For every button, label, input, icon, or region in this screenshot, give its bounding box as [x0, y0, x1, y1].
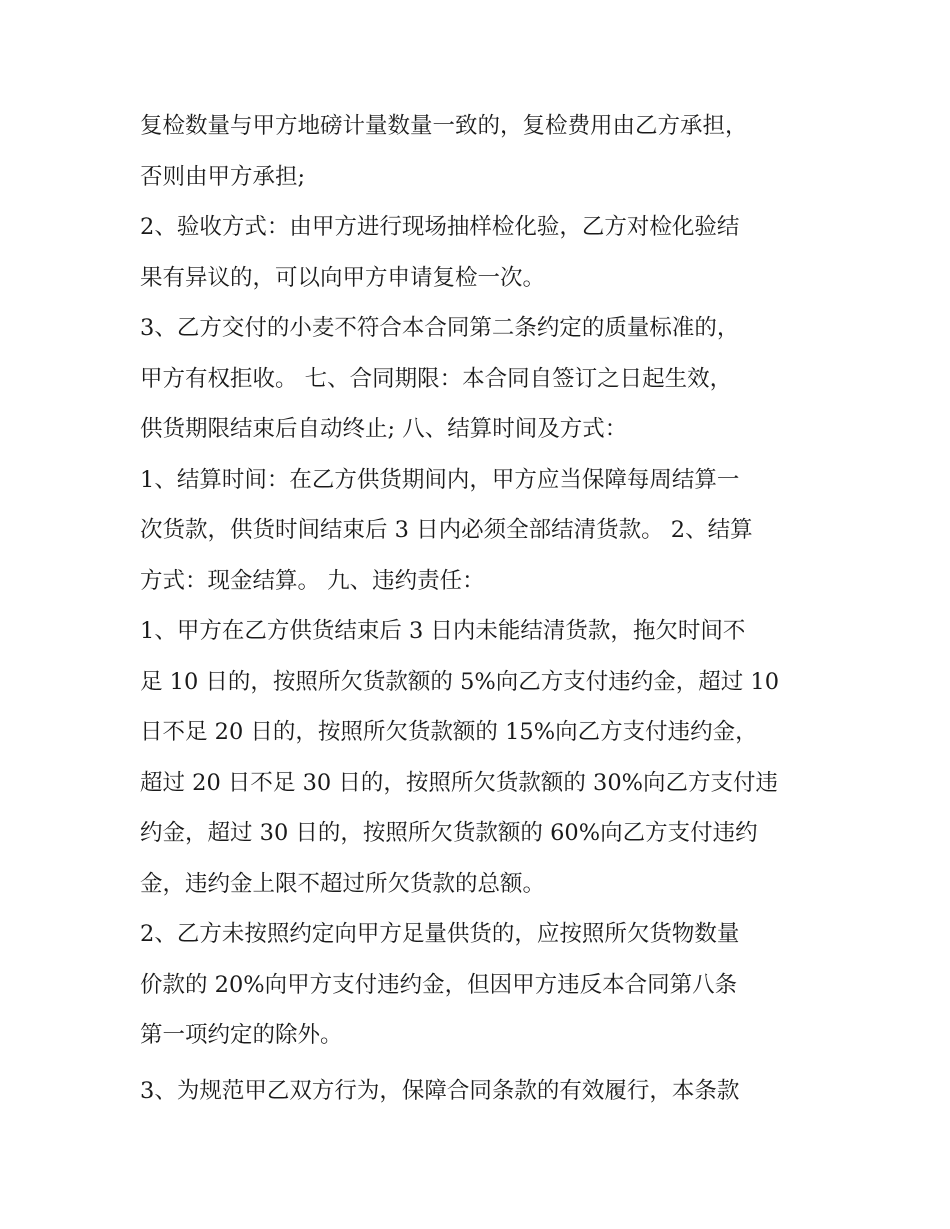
document-body — [140, 101, 815, 1116]
paragraph-recheck-cost — [140, 101, 815, 202]
text-line: 价款的 20%向甲方支付违约金，但因甲方违反本合同第八条 — [140, 971, 738, 998]
text-line: 2、乙方未按照约定向甲方足量供货的，应按照所欠货物数量 — [140, 921, 740, 947]
paragraph-party-b-breach — [140, 909, 815, 1061]
text-line: 超过 20 日不足 30 日的，按照所欠货款额的 30%向乙方支付违 — [140, 769, 779, 796]
text-line: 次货款，供货时间结束后 3 日内必须全部结清货款。 2、结算 — [140, 517, 753, 543]
text-line: 复检数量与甲方地磅计量数量一致的，复检费用由乙方承担， — [140, 113, 748, 139]
text-line: 否则由甲方承担; — [140, 163, 306, 190]
paragraph-party-a-breach — [140, 606, 815, 909]
paragraph-acceptance-method — [140, 202, 815, 303]
text-line: 第一项约定的除外。 — [140, 1022, 343, 1048]
text-line: 3、为规范甲乙双方行为，保障合同条款的有效履行，本条款 — [140, 1077, 740, 1104]
text-line: 2、验收方式：由甲方进行现场抽样检化验，乙方对检化验结 — [140, 214, 740, 240]
paragraph-settlement — [140, 455, 815, 607]
text-line: 供货期限结束后自动终止; 八、结算时间及方式： — [140, 416, 628, 442]
paragraph-conduct-clause — [140, 1066, 815, 1117]
text-line: 金，违约金上限不超过所欠货款的总额。 — [140, 870, 546, 897]
text-line: 3、乙方交付的小麦不符合本合同第二条约定的质量标准的， — [140, 315, 740, 341]
text-line: 甲方有权拒收。 七、合同期限：本合同自签订之日起生效， — [140, 365, 733, 392]
text-line: 1、甲方在乙方供货结束后 3 日内未能结清货款，拖欠时间不 — [140, 618, 746, 644]
text-line: 足 10 日的，按照所欠货款额的 5%向乙方支付违约金，超过 10 — [140, 668, 780, 695]
paragraph-rejection-term — [140, 303, 815, 455]
text-line: 果有异议的，可以向甲方申请复检一次。 — [140, 264, 546, 291]
text-line: 方式：现金结算。 九、违约责任： — [140, 567, 485, 594]
text-line: 1、结算时间：在乙方供货期间内，甲方应当保障每周结算一 — [140, 466, 740, 493]
text-line: 日不足 20 日的，按照所欠货款额的 15%向乙方支付违约金， — [140, 719, 758, 745]
text-line: 约金，超过 30 日的，按照所欠货款额的 60%向乙方支付违约 — [140, 820, 758, 846]
